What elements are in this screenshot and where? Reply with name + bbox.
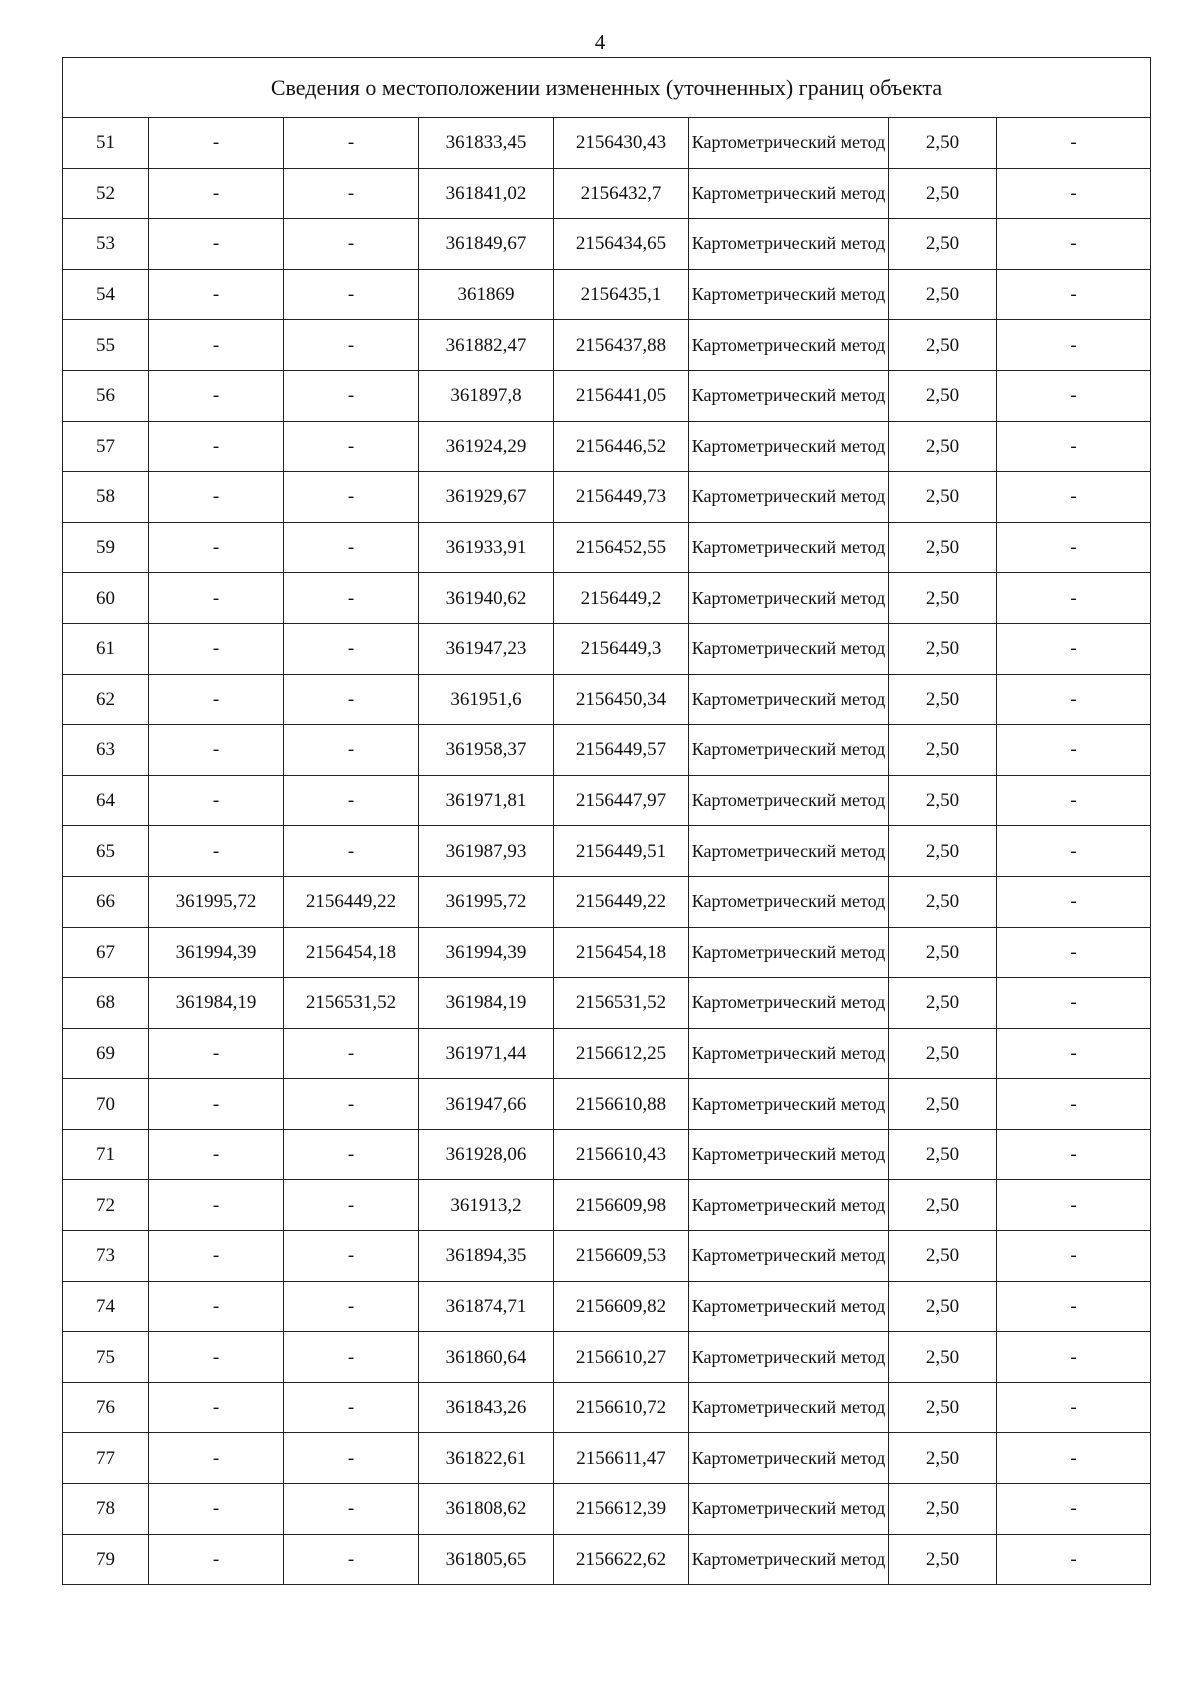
table-row [63, 1281, 1151, 1332]
existing-y-cell: - [284, 623, 419, 674]
refined-y-cell: 2156454,18 [554, 927, 689, 978]
accuracy-cell: 2,50 [889, 826, 997, 877]
existing-y-cell: 2156449,22 [284, 876, 419, 927]
refined-y-cell: 2156612,39 [554, 1484, 689, 1535]
table-row [63, 421, 1151, 472]
refined-y-cell: 2156611,47 [554, 1433, 689, 1484]
refined-x-cell: 361928,06 [419, 1129, 554, 1180]
refined-y-cell: 2156609,53 [554, 1231, 689, 1282]
method-cell: Картометрический метод [689, 775, 889, 826]
point-number-cell: 64 [63, 775, 149, 826]
existing-x-cell: - [149, 472, 284, 523]
refined-x-cell: 361933,91 [419, 522, 554, 573]
existing-y-cell: - [284, 1231, 419, 1282]
accuracy-cell: 2,50 [889, 1129, 997, 1180]
point-number-cell: 74 [63, 1281, 149, 1332]
method-cell: Картометрический метод [689, 1180, 889, 1231]
method-cell: Картометрический метод [689, 1534, 889, 1585]
existing-x-cell: - [149, 522, 284, 573]
point-number-cell: 60 [63, 573, 149, 624]
method-cell: Картометрический метод [689, 219, 889, 270]
point-number-cell: 61 [63, 623, 149, 674]
accuracy-cell: 2,50 [889, 623, 997, 674]
method-cell: Картометрический метод [689, 472, 889, 523]
method-cell: Картометрический метод [689, 1433, 889, 1484]
section-title: Сведения о местоположении измененных (уточненных) границ объекта [63, 58, 1151, 118]
existing-y-cell: 2156454,18 [284, 927, 419, 978]
note-cell: - [997, 522, 1151, 573]
refined-y-cell: 2156449,3 [554, 623, 689, 674]
existing-y-cell: - [284, 269, 419, 320]
accuracy-cell: 2,50 [889, 168, 997, 219]
refined-x-cell: 361924,29 [419, 421, 554, 472]
accuracy-cell: 2,50 [889, 1079, 997, 1130]
refined-y-cell: 2156612,25 [554, 1028, 689, 1079]
coordinates-table [62, 57, 1151, 1585]
existing-x-cell: - [149, 1534, 284, 1585]
existing-y-cell: - [284, 1433, 419, 1484]
note-cell: - [997, 1382, 1151, 1433]
table-row [63, 674, 1151, 725]
table-row [63, 1231, 1151, 1282]
table-row [63, 219, 1151, 270]
existing-y-cell: - [284, 118, 419, 169]
point-number-cell: 66 [63, 876, 149, 927]
refined-x-cell: 361913,2 [419, 1180, 554, 1231]
refined-x-cell: 361841,02 [419, 168, 554, 219]
table-row [63, 1332, 1151, 1383]
method-cell: Картометрический метод [689, 876, 889, 927]
refined-x-cell: 361805,65 [419, 1534, 554, 1585]
refined-y-cell: 2156449,51 [554, 826, 689, 877]
existing-x-cell: - [149, 1129, 284, 1180]
accuracy-cell: 2,50 [889, 1534, 997, 1585]
table-row [63, 725, 1151, 776]
point-number-cell: 72 [63, 1180, 149, 1231]
page-number: 4 [594, 30, 606, 54]
refined-x-cell: 361987,93 [419, 826, 554, 877]
existing-x-cell: 361995,72 [149, 876, 284, 927]
accuracy-cell: 2,50 [889, 978, 997, 1029]
point-number-cell: 67 [63, 927, 149, 978]
note-cell: - [997, 219, 1151, 270]
accuracy-cell: 2,50 [889, 927, 997, 978]
existing-x-cell: 361984,19 [149, 978, 284, 1029]
point-number-cell: 56 [63, 370, 149, 421]
existing-x-cell: - [149, 573, 284, 624]
existing-y-cell: - [284, 370, 419, 421]
existing-y-cell: - [284, 1534, 419, 1585]
existing-x-cell: - [149, 1484, 284, 1535]
point-number-cell: 71 [63, 1129, 149, 1180]
refined-x-cell: 361822,61 [419, 1433, 554, 1484]
point-number-cell: 52 [63, 168, 149, 219]
note-cell: - [997, 623, 1151, 674]
existing-y-cell: - [284, 1129, 419, 1180]
method-cell: Картометрический метод [689, 927, 889, 978]
existing-y-cell: - [284, 573, 419, 624]
refined-x-cell: 361929,67 [419, 472, 554, 523]
note-cell: - [997, 826, 1151, 877]
refined-y-cell: 2156609,82 [554, 1281, 689, 1332]
existing-y-cell: - [284, 1281, 419, 1332]
existing-y-cell: - [284, 1484, 419, 1535]
existing-x-cell: - [149, 269, 284, 320]
accuracy-cell: 2,50 [889, 118, 997, 169]
note-cell: - [997, 1433, 1151, 1484]
existing-y-cell: - [284, 775, 419, 826]
accuracy-cell: 2,50 [889, 1433, 997, 1484]
note-cell: - [997, 775, 1151, 826]
table-row [63, 168, 1151, 219]
point-number-cell: 57 [63, 421, 149, 472]
method-cell: Картометрический метод [689, 269, 889, 320]
refined-y-cell: 2156609,98 [554, 1180, 689, 1231]
refined-y-cell: 2156441,05 [554, 370, 689, 421]
note-cell: - [997, 320, 1151, 371]
note-cell: - [997, 168, 1151, 219]
method-cell: Картометрический метод [689, 725, 889, 776]
accuracy-cell: 2,50 [889, 522, 997, 573]
existing-y-cell: - [284, 674, 419, 725]
method-cell: Картометрический метод [689, 522, 889, 573]
table-body [63, 58, 1151, 1585]
refined-y-cell: 2156449,73 [554, 472, 689, 523]
existing-y-cell: - [284, 826, 419, 877]
method-cell: Картометрический метод [689, 623, 889, 674]
method-cell: Картометрический метод [689, 370, 889, 421]
note-cell: - [997, 269, 1151, 320]
refined-x-cell: 361849,67 [419, 219, 554, 270]
table-row [63, 1180, 1151, 1231]
accuracy-cell: 2,50 [889, 1231, 997, 1282]
method-cell: Картометрический метод [689, 1079, 889, 1130]
existing-x-cell: - [149, 826, 284, 877]
refined-x-cell: 361994,39 [419, 927, 554, 978]
accuracy-cell: 2,50 [889, 219, 997, 270]
accuracy-cell: 2,50 [889, 421, 997, 472]
accuracy-cell: 2,50 [889, 472, 997, 523]
method-cell: Картометрический метод [689, 978, 889, 1029]
table-row [63, 1129, 1151, 1180]
accuracy-cell: 2,50 [889, 573, 997, 624]
table-row [63, 775, 1151, 826]
refined-y-cell: 2156447,97 [554, 775, 689, 826]
note-cell: - [997, 1534, 1151, 1585]
refined-x-cell: 361882,47 [419, 320, 554, 371]
table-row [63, 1534, 1151, 1585]
method-cell: Картометрический метод [689, 1231, 889, 1282]
table-row [63, 472, 1151, 523]
accuracy-cell: 2,50 [889, 725, 997, 776]
existing-y-cell: - [284, 1332, 419, 1383]
refined-y-cell: 2156449,22 [554, 876, 689, 927]
refined-x-cell: 361971,44 [419, 1028, 554, 1079]
refined-y-cell: 2156452,55 [554, 522, 689, 573]
method-cell: Картометрический метод [689, 1281, 889, 1332]
table-row [63, 978, 1151, 1029]
method-cell: Картометрический метод [689, 168, 889, 219]
refined-y-cell: 2156437,88 [554, 320, 689, 371]
refined-y-cell: 2156446,52 [554, 421, 689, 472]
point-number-cell: 79 [63, 1534, 149, 1585]
accuracy-cell: 2,50 [889, 1382, 997, 1433]
existing-y-cell: - [284, 522, 419, 573]
point-number-cell: 62 [63, 674, 149, 725]
existing-x-cell: - [149, 168, 284, 219]
accuracy-cell: 2,50 [889, 1028, 997, 1079]
refined-y-cell: 2156450,34 [554, 674, 689, 725]
method-cell: Картометрический метод [689, 421, 889, 472]
point-number-cell: 77 [63, 1433, 149, 1484]
note-cell: - [997, 1028, 1151, 1079]
existing-x-cell: - [149, 1433, 284, 1484]
note-cell: - [997, 927, 1151, 978]
point-number-cell: 70 [63, 1079, 149, 1130]
note-cell: - [997, 1079, 1151, 1130]
method-cell: Картометрический метод [689, 1332, 889, 1383]
existing-x-cell: - [149, 1281, 284, 1332]
point-number-cell: 69 [63, 1028, 149, 1079]
existing-x-cell: 361994,39 [149, 927, 284, 978]
method-cell: Картометрический метод [689, 118, 889, 169]
refined-y-cell: 2156610,72 [554, 1382, 689, 1433]
existing-x-cell: - [149, 674, 284, 725]
existing-x-cell: - [149, 775, 284, 826]
note-cell: - [997, 725, 1151, 776]
point-number-cell: 78 [63, 1484, 149, 1535]
accuracy-cell: 2,50 [889, 1180, 997, 1231]
accuracy-cell: 2,50 [889, 1332, 997, 1383]
refined-y-cell: 2156531,52 [554, 978, 689, 1029]
refined-x-cell: 361869 [419, 269, 554, 320]
method-cell: Картометрический метод [689, 674, 889, 725]
note-cell: - [997, 573, 1151, 624]
refined-y-cell: 2156430,43 [554, 118, 689, 169]
point-number-cell: 53 [63, 219, 149, 270]
point-number-cell: 59 [63, 522, 149, 573]
table-row [63, 927, 1151, 978]
existing-x-cell: - [149, 623, 284, 674]
method-cell: Картометрический метод [689, 1129, 889, 1180]
note-cell: - [997, 1281, 1151, 1332]
note-cell: - [997, 472, 1151, 523]
refined-y-cell: 2156434,65 [554, 219, 689, 270]
refined-x-cell: 361947,23 [419, 623, 554, 674]
existing-y-cell: - [284, 219, 419, 270]
note-cell: - [997, 1180, 1151, 1231]
existing-y-cell: - [284, 1028, 419, 1079]
existing-x-cell: - [149, 1028, 284, 1079]
accuracy-cell: 2,50 [889, 1281, 997, 1332]
refined-x-cell: 361860,64 [419, 1332, 554, 1383]
method-cell: Картометрический метод [689, 320, 889, 371]
refined-y-cell: 2156610,43 [554, 1129, 689, 1180]
existing-y-cell: - [284, 421, 419, 472]
section-header-row [63, 58, 1151, 118]
refined-x-cell: 361808,62 [419, 1484, 554, 1535]
existing-x-cell: - [149, 118, 284, 169]
table-row [63, 1028, 1151, 1079]
existing-y-cell: - [284, 1180, 419, 1231]
note-cell: - [997, 876, 1151, 927]
existing-x-cell: - [149, 1180, 284, 1231]
table-row [63, 573, 1151, 624]
existing-y-cell: - [284, 1079, 419, 1130]
existing-x-cell: - [149, 1332, 284, 1383]
table-row [63, 623, 1151, 674]
refined-y-cell: 2156622,62 [554, 1534, 689, 1585]
point-number-cell: 76 [63, 1382, 149, 1433]
refined-y-cell: 2156435,1 [554, 269, 689, 320]
refined-y-cell: 2156449,2 [554, 573, 689, 624]
note-cell: - [997, 1129, 1151, 1180]
refined-x-cell: 361995,72 [419, 876, 554, 927]
note-cell: - [997, 978, 1151, 1029]
accuracy-cell: 2,50 [889, 1484, 997, 1535]
point-number-cell: 75 [63, 1332, 149, 1383]
table-row [63, 876, 1151, 927]
point-number-cell: 58 [63, 472, 149, 523]
point-number-cell: 51 [63, 118, 149, 169]
note-cell: - [997, 370, 1151, 421]
accuracy-cell: 2,50 [889, 269, 997, 320]
existing-x-cell: - [149, 725, 284, 776]
table-row [63, 1382, 1151, 1433]
point-number-cell: 73 [63, 1231, 149, 1282]
existing-x-cell: - [149, 1231, 284, 1282]
accuracy-cell: 2,50 [889, 775, 997, 826]
table-row [63, 1433, 1151, 1484]
refined-x-cell: 361971,81 [419, 775, 554, 826]
existing-y-cell: - [284, 320, 419, 371]
point-number-cell: 68 [63, 978, 149, 1029]
refined-y-cell: 2156432,7 [554, 168, 689, 219]
refined-x-cell: 361951,6 [419, 674, 554, 725]
note-cell: - [997, 674, 1151, 725]
refined-x-cell: 361947,66 [419, 1079, 554, 1130]
refined-x-cell: 361843,26 [419, 1382, 554, 1433]
existing-y-cell: - [284, 168, 419, 219]
note-cell: - [997, 421, 1151, 472]
point-number-cell: 63 [63, 725, 149, 776]
note-cell: - [997, 1484, 1151, 1535]
refined-x-cell: 361833,45 [419, 118, 554, 169]
note-cell: - [997, 118, 1151, 169]
refined-y-cell: 2156610,27 [554, 1332, 689, 1383]
refined-x-cell: 361897,8 [419, 370, 554, 421]
table-row [63, 826, 1151, 877]
refined-x-cell: 361940,62 [419, 573, 554, 624]
existing-x-cell: - [149, 421, 284, 472]
method-cell: Картометрический метод [689, 573, 889, 624]
note-cell: - [997, 1332, 1151, 1383]
table-row [63, 320, 1151, 371]
method-cell: Картометрический метод [689, 1382, 889, 1433]
method-cell: Картометрический метод [689, 1028, 889, 1079]
accuracy-cell: 2,50 [889, 876, 997, 927]
table-row [63, 522, 1151, 573]
existing-y-cell: - [284, 472, 419, 523]
accuracy-cell: 2,50 [889, 320, 997, 371]
table-row [63, 370, 1151, 421]
table-row [63, 1079, 1151, 1130]
refined-x-cell: 361958,37 [419, 725, 554, 776]
note-cell: - [997, 1231, 1151, 1282]
method-cell: Картометрический метод [689, 826, 889, 877]
table-row [63, 1484, 1151, 1535]
existing-x-cell: - [149, 1079, 284, 1130]
accuracy-cell: 2,50 [889, 674, 997, 725]
point-number-cell: 65 [63, 826, 149, 877]
refined-x-cell: 361894,35 [419, 1231, 554, 1282]
method-cell: Картометрический метод [689, 1484, 889, 1535]
existing-x-cell: - [149, 370, 284, 421]
table-row [63, 118, 1151, 169]
refined-y-cell: 2156610,88 [554, 1079, 689, 1130]
table-row [63, 269, 1151, 320]
existing-x-cell: - [149, 219, 284, 270]
refined-y-cell: 2156449,57 [554, 725, 689, 776]
existing-y-cell: - [284, 1382, 419, 1433]
existing-x-cell: - [149, 1382, 284, 1433]
accuracy-cell: 2,50 [889, 370, 997, 421]
existing-y-cell: 2156531,52 [284, 978, 419, 1029]
point-number-cell: 54 [63, 269, 149, 320]
point-number-cell: 55 [63, 320, 149, 371]
refined-x-cell: 361984,19 [419, 978, 554, 1029]
existing-y-cell: - [284, 725, 419, 776]
existing-x-cell: - [149, 320, 284, 371]
refined-x-cell: 361874,71 [419, 1281, 554, 1332]
